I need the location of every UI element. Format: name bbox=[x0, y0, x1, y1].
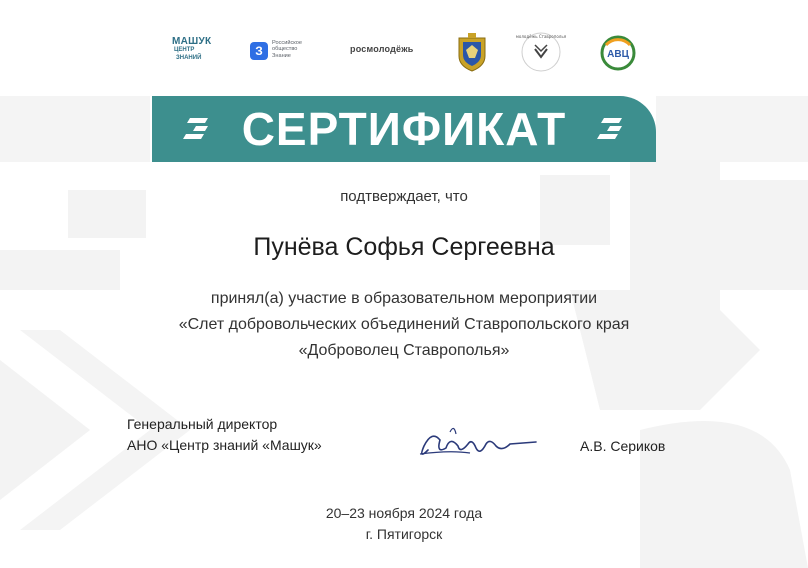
event-dates: 20–23 ноября 2024 года bbox=[325, 505, 483, 521]
avc-logo bbox=[600, 35, 636, 71]
svg-text:молодёжь Ставрополья: молодёжь Ставрополья bbox=[515, 34, 567, 39]
signatory-organization: АНО «Центр знаний «Машук» bbox=[127, 437, 322, 453]
participation-text: принял(а) участие в образовательном мероприятии bbox=[210, 290, 598, 307]
svg-text:АВЦ: АВЦ bbox=[607, 49, 629, 60]
stripes-icon-right bbox=[596, 114, 626, 144]
signatory-title: Генеральный директор bbox=[127, 416, 278, 432]
title-banner bbox=[152, 96, 656, 162]
confirms-text: подтверждает, что bbox=[340, 188, 468, 205]
mashuk-logo: МАШУК ЦЕНТР ЗНАНИЙ bbox=[172, 36, 212, 61]
coat-of-arms-icon bbox=[456, 32, 488, 72]
znanie-mark-icon: З bbox=[250, 42, 268, 60]
rosmolodezh-logo: росмолодёжь bbox=[350, 44, 414, 54]
event-name-line1: «Слет добровольческих объединений Ставропольского края bbox=[178, 316, 630, 333]
event-city: г. Пятигорск bbox=[365, 526, 443, 542]
event-name-line2: «Доброволец Ставрополья» bbox=[298, 342, 510, 359]
molodezh-stavropolya-logo bbox=[515, 31, 567, 73]
partner-logos bbox=[0, 30, 808, 76]
recipient-name: Пунёва Софья Сергеевна bbox=[253, 233, 555, 261]
handwritten-signature bbox=[410, 420, 540, 468]
certificate-title: СЕРТИФИКАТ bbox=[241, 103, 567, 155]
signatory-name: А.В. Сериков bbox=[580, 438, 666, 454]
znanie-logo: З Российское общество Знание bbox=[250, 40, 322, 64]
